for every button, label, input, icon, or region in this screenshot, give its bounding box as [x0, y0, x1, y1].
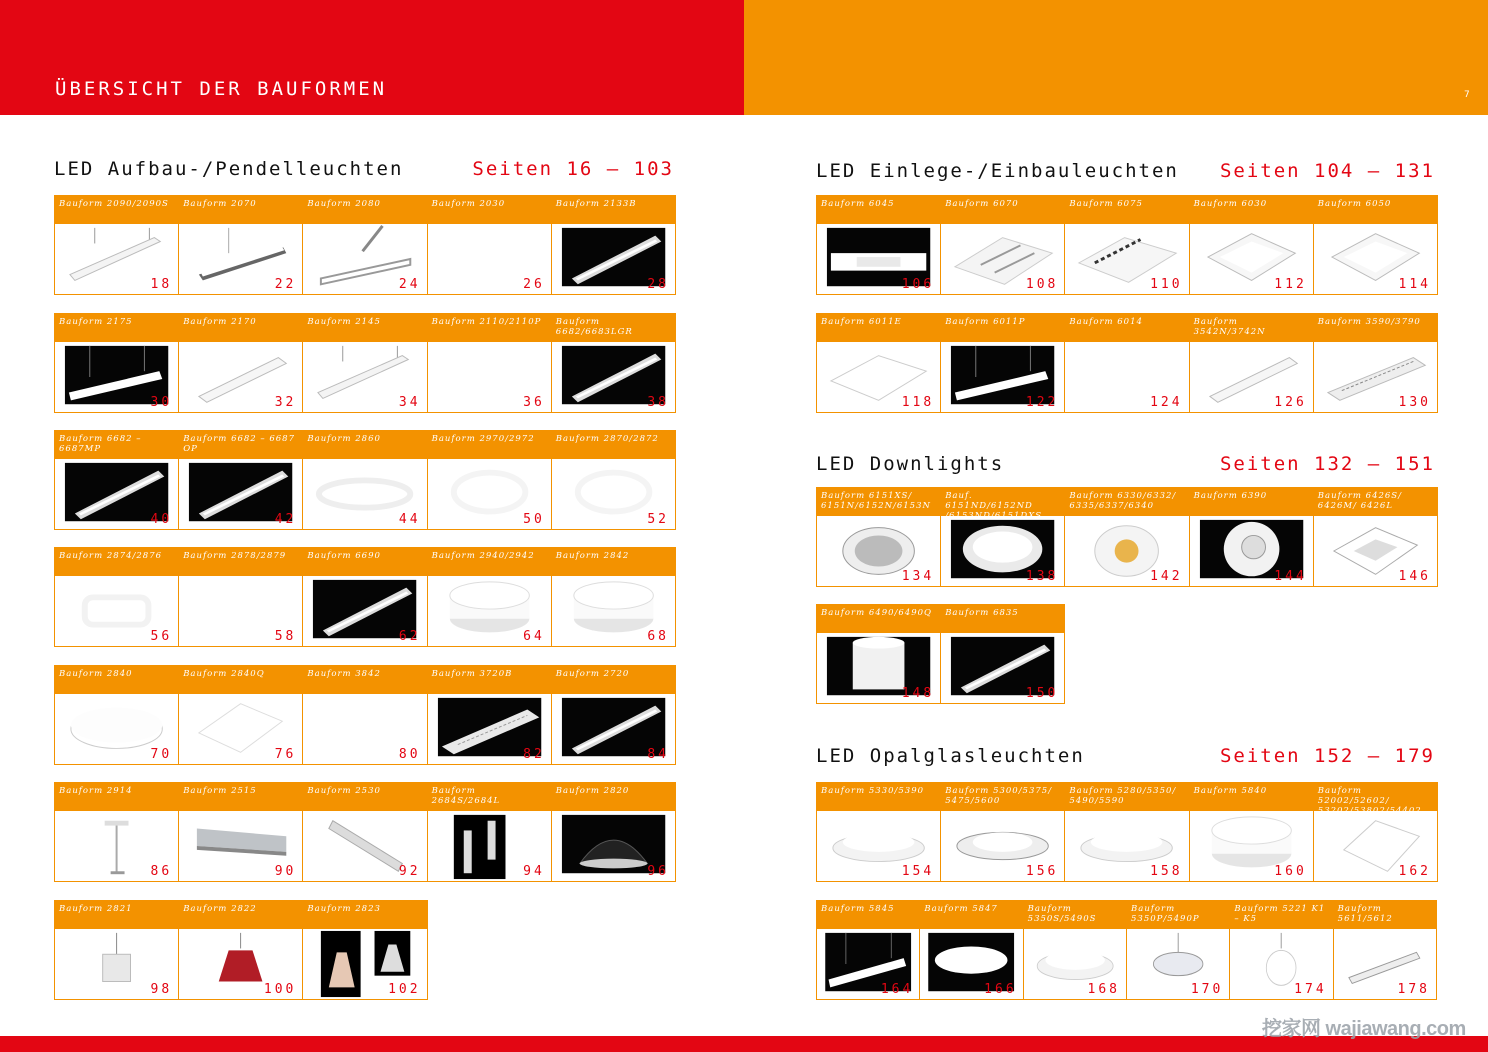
- product-page-number: 112: [1274, 277, 1307, 292]
- product-label: Bauform 52002/52602/ 53202/53802/54402: [1314, 783, 1437, 811]
- product-label: Bauform 6011E: [817, 314, 940, 342]
- product-label: Bauform 5350S/5490S: [1024, 901, 1126, 929]
- product-page-number: 100: [263, 982, 297, 997]
- product-page-number: 92: [398, 864, 421, 879]
- product-label: Bauform 5330/5390: [817, 783, 940, 811]
- product-cell[interactable]: [940, 195, 1065, 295]
- product-cell[interactable]: [54, 547, 179, 647]
- product-cell[interactable]: [54, 313, 179, 413]
- product-cell[interactable]: [816, 782, 941, 882]
- product-page-number: 70: [150, 747, 173, 762]
- product-label: Bauform 6045: [817, 196, 940, 224]
- product-label: Bauform 3720B: [428, 666, 551, 694]
- product-cell[interactable]: [940, 313, 1065, 413]
- product-page-number: 168: [1087, 982, 1120, 997]
- product-page-number: 150: [1025, 686, 1059, 701]
- product-label: Bauform 6330/6332/ 6335/6337/6340: [1065, 488, 1188, 516]
- product-page-number: 124: [1150, 395, 1183, 410]
- product-page-number: 108: [1025, 277, 1059, 292]
- page-title: ÜBERSICHT DER BAUFORMEN: [55, 78, 388, 100]
- product-page-number: 30: [150, 395, 173, 410]
- product-page-number: 102: [388, 982, 421, 997]
- product-label: Bauform 6075: [1065, 196, 1188, 224]
- product-cell[interactable]: [302, 900, 427, 1000]
- product-label: Bauform 2080: [303, 196, 426, 224]
- product-cell[interactable]: [551, 665, 676, 765]
- product-page-number: 42: [274, 512, 297, 527]
- product-cell[interactable]: [1229, 900, 1333, 1000]
- product-page-number: 98: [150, 982, 173, 997]
- product-page-number: 26: [523, 277, 545, 292]
- section-pages: Seiten 152 – 179: [1219, 745, 1435, 767]
- product-label: Bauform 2940/2942: [428, 548, 551, 576]
- product-page-number: 174: [1294, 982, 1327, 997]
- product-label: Bauform 3842: [303, 666, 426, 694]
- product-label: Bauform 5350P/5490P: [1127, 901, 1229, 929]
- product-page-number: 154: [901, 864, 935, 879]
- product-label: Bauform 5845: [817, 901, 919, 929]
- product-cell[interactable]: [302, 547, 427, 647]
- product-page-number: 40: [150, 512, 173, 527]
- product-label: Bauform 2515: [179, 783, 302, 811]
- product-cell[interactable]: [427, 430, 552, 530]
- product-page-number: 38: [647, 395, 669, 410]
- product-label: Bauform 2684S/2684L: [428, 783, 551, 811]
- product-cell[interactable]: [427, 547, 552, 647]
- product-label: Bauform 2145: [303, 314, 426, 342]
- product-page-number: 130: [1398, 395, 1431, 410]
- product-cell[interactable]: [551, 782, 676, 882]
- product-page-number: 162: [1398, 864, 1431, 879]
- product-page-number: 86: [150, 864, 173, 879]
- product-page-number: 44: [398, 512, 421, 527]
- product-cell[interactable]: [302, 430, 427, 530]
- product-cell[interactable]: [178, 665, 303, 765]
- product-cell[interactable]: [1313, 782, 1438, 882]
- product-label: Bauform 6682 – 6687 OP: [179, 431, 302, 459]
- product-label: Bauform 6070: [941, 196, 1064, 224]
- product-label: Bauform 3590/3790: [1314, 314, 1437, 342]
- product-label: Bauform 2970/2972: [428, 431, 551, 459]
- section-title: LED Opalglasleuchten: [816, 745, 1085, 767]
- product-cell[interactable]: [816, 487, 941, 587]
- product-page-number: 82: [523, 747, 545, 762]
- product-page-number: 68: [647, 629, 669, 644]
- product-cell[interactable]: [427, 313, 552, 413]
- product-label: Bauform 2822: [179, 901, 302, 929]
- product-cell[interactable]: [302, 195, 427, 295]
- product-label: Bauform 2720: [552, 666, 675, 694]
- product-page-number: 36: [523, 395, 545, 410]
- product-cell[interactable]: [178, 782, 303, 882]
- product-label: Bauform 6030: [1190, 196, 1313, 224]
- product-page-number: 144: [1274, 569, 1307, 584]
- section-pages: Seiten 104 – 131: [1219, 160, 1435, 182]
- product-page-number: 32: [274, 395, 297, 410]
- product-label: Bauform 5300/5375/ 5475/5600: [941, 783, 1064, 811]
- product-cell[interactable]: [1064, 487, 1189, 587]
- product-label: Bauform 5840: [1190, 783, 1313, 811]
- product-cell[interactable]: [551, 195, 676, 295]
- product-label: Bauform 2530: [303, 783, 426, 811]
- product-label: Bauform 2070: [179, 196, 302, 224]
- product-cell[interactable]: [1189, 313, 1314, 413]
- product-cell[interactable]: [551, 430, 676, 530]
- product-label: Bauform 5280/5350/ 5490/5590: [1065, 783, 1188, 811]
- product-cell[interactable]: [1064, 782, 1189, 882]
- product-cell[interactable]: [1189, 195, 1314, 295]
- product-page-number: 18: [150, 277, 173, 292]
- product-label: Bauform 2820: [552, 783, 675, 811]
- product-cell[interactable]: [302, 782, 427, 882]
- section-title: LED Downlights: [816, 453, 1005, 475]
- product-label: Bauform 2878/2879: [179, 548, 302, 576]
- product-label: Bauform 5611/5612: [1334, 901, 1436, 929]
- product-page-number: 118: [901, 395, 935, 410]
- product-page-number: 76: [274, 747, 297, 762]
- product-page-number: 164: [880, 982, 914, 997]
- product-cell[interactable]: [1064, 313, 1189, 413]
- product-cell[interactable]: [178, 313, 303, 413]
- product-label: Bauform 6050: [1314, 196, 1437, 224]
- product-page-number: 64: [523, 629, 545, 644]
- product-label: Bauform 6011P: [941, 314, 1064, 342]
- product-label: Bauform 6835: [941, 605, 1064, 633]
- product-cell[interactable]: [940, 604, 1065, 704]
- product-cell[interactable]: [178, 430, 303, 530]
- product-label: Bauform 2133B: [552, 196, 675, 224]
- product-cell[interactable]: [919, 900, 1023, 1000]
- product-page-number: 122: [1025, 395, 1059, 410]
- product-label: Bauform 2170: [179, 314, 302, 342]
- product-label: Bauform 2840: [55, 666, 178, 694]
- product-label: Bauform 2821: [55, 901, 178, 929]
- product-page-number: 106: [901, 277, 935, 292]
- section-pages: Seiten 132 – 151: [1219, 453, 1435, 475]
- product-cell[interactable]: [54, 900, 179, 1000]
- page-number: 7: [1464, 90, 1470, 100]
- product-page-number: 24: [398, 277, 421, 292]
- product-page-number: 56: [150, 629, 173, 644]
- product-cell[interactable]: [178, 547, 303, 647]
- section-title: LED Einlege-/Einbauleuchten: [816, 160, 1179, 182]
- product-cell[interactable]: [1189, 782, 1314, 882]
- product-label: Bauform 2090/2090S: [55, 196, 178, 224]
- product-cell[interactable]: [302, 665, 427, 765]
- product-cell[interactable]: [816, 900, 920, 1000]
- product-cell[interactable]: [1126, 900, 1230, 1000]
- product-label: Bauform 2823: [303, 901, 426, 929]
- product-cell[interactable]: [54, 665, 179, 765]
- product-page-number: 58: [274, 629, 297, 644]
- product-cell[interactable]: [551, 547, 676, 647]
- product-cell[interactable]: [1023, 900, 1127, 1000]
- product-label: Bauform 6682 – 6687MP: [55, 431, 178, 459]
- product-page-number: 52: [647, 512, 669, 527]
- product-page-number: 146: [1398, 569, 1431, 584]
- product-page-number: 142: [1150, 569, 1183, 584]
- product-page-number: 34: [398, 395, 421, 410]
- product-label: Bauform 6151XS/ 6151N/6152N/6153N: [817, 488, 940, 516]
- product-cell[interactable]: [178, 195, 303, 295]
- product-cell[interactable]: [816, 313, 941, 413]
- product-page-number: 156: [1025, 864, 1059, 879]
- product-cell[interactable]: [1313, 195, 1438, 295]
- section-title: LED Aufbau-/Pendelleuchten: [54, 158, 404, 180]
- product-cell[interactable]: [940, 782, 1065, 882]
- watermark: 挖家网 wajiawang.com: [1262, 1018, 1466, 1040]
- product-cell[interactable]: [427, 782, 552, 882]
- product-label: Bauform 2840Q: [179, 666, 302, 694]
- product-label: Bauform 5847: [920, 901, 1022, 929]
- product-label: Bauform 6682/6683LGR: [552, 314, 675, 342]
- product-cell[interactable]: [1313, 487, 1438, 587]
- product-cell[interactable]: [54, 195, 179, 295]
- product-cell[interactable]: [427, 195, 552, 295]
- product-page-number: 114: [1398, 277, 1431, 292]
- product-page-number: 28: [647, 277, 669, 292]
- product-cell[interactable]: [1064, 195, 1189, 295]
- product-label: Bauform 2914: [55, 783, 178, 811]
- product-page-number: 166: [984, 982, 1017, 997]
- product-label: Bauform 6426S/ 6426M/ 6426L: [1314, 488, 1437, 516]
- product-label: Bauform 6490/6490Q: [817, 605, 940, 633]
- product-label: Bauform 3542N/3742N: [1190, 314, 1313, 342]
- product-label: Bauform 2842: [552, 548, 675, 576]
- product-label: Bauform 2030: [428, 196, 551, 224]
- product-page-number: 50: [523, 512, 545, 527]
- product-page-number: 160: [1274, 864, 1307, 879]
- product-page-number: 110: [1150, 277, 1183, 292]
- product-cell[interactable]: [1189, 487, 1314, 587]
- product-page-number: 84: [647, 747, 669, 762]
- product-cell[interactable]: [816, 195, 941, 295]
- product-page-number: 22: [274, 277, 297, 292]
- product-label: Bauform 5221 K1 – K5: [1230, 901, 1332, 929]
- product-page-number: 94: [523, 864, 545, 879]
- product-page-number: 134: [901, 569, 935, 584]
- product-label: Bauform 2175: [55, 314, 178, 342]
- product-page-number: 126: [1274, 395, 1307, 410]
- product-cell[interactable]: [178, 900, 303, 1000]
- section-pages: Seiten 16 – 103: [472, 158, 674, 180]
- product-cell[interactable]: [940, 487, 1065, 587]
- product-label: Bauform 2874/2876: [55, 548, 178, 576]
- product-cell[interactable]: [302, 313, 427, 413]
- product-cell[interactable]: [1333, 900, 1437, 1000]
- product-page-number: 158: [1150, 864, 1183, 879]
- product-page-number: 138: [1025, 569, 1059, 584]
- product-cell[interactable]: [816, 604, 941, 704]
- product-label: Bauform 6690: [303, 548, 426, 576]
- product-label: Bauform 2870/2872: [552, 431, 675, 459]
- product-label: Bauf. 6151ND/6152ND /6153ND/6151DXS: [941, 488, 1064, 516]
- product-page-number: 170: [1190, 982, 1224, 997]
- product-page-number: 178: [1397, 982, 1430, 997]
- product-page-number: 148: [901, 686, 935, 701]
- product-page-number: 80: [398, 747, 421, 762]
- product-page-number: 62: [398, 629, 421, 644]
- product-label: Bauform 6390: [1190, 488, 1313, 516]
- product-label: Bauform 2860: [303, 431, 426, 459]
- product-cell[interactable]: [427, 665, 552, 765]
- product-label: Bauform 6014: [1065, 314, 1188, 342]
- product-page-number: 96: [647, 864, 669, 879]
- product-cell[interactable]: [551, 313, 676, 413]
- product-cell[interactable]: [54, 782, 179, 882]
- footer-band-left: [0, 1036, 744, 1052]
- product-label: Bauform 2110/2110P: [428, 314, 551, 342]
- product-cell[interactable]: [54, 430, 179, 530]
- product-cell[interactable]: [1313, 313, 1438, 413]
- product-page-number: 90: [274, 864, 297, 879]
